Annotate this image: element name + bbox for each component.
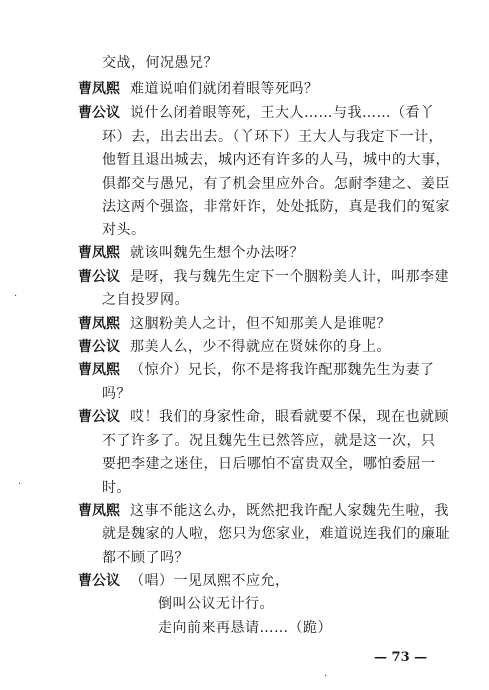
margin-mark: · <box>324 671 328 682</box>
page-number: — 73 — <box>374 650 428 665</box>
speaker-name: 曹凤熙 <box>78 316 120 332</box>
continuation-line: 他暂且退出城去，城内还有许多的人马，城中的大事， <box>102 152 450 168</box>
speaker-name: 曹凤熙 <box>78 81 120 97</box>
dialogue-line: 哎！我们的身家性命，眼看就要不保，现在也就顾 <box>130 409 449 425</box>
dialogue-line: 这事不能这么办，既然把我许配人家魏先生啦，我 <box>130 503 449 519</box>
continuation-line: 时。 <box>102 480 131 496</box>
continuation-line: 法这两个强盗，非常奸诈，处处抵防，真是我们的冤家 <box>102 199 450 215</box>
speaker-name: 曹公议 <box>78 339 120 355</box>
speaker-name: 曹凤熙 <box>78 362 120 378</box>
dialogue-line: 就该叫魏先生想个办法呀？ <box>130 245 304 261</box>
speaker-name: 曹公议 <box>78 269 120 285</box>
speaker-name: 曹公议 <box>78 105 120 121</box>
continuation-line: 倒叫公议无计行。 <box>158 596 274 612</box>
margin-mark: · <box>14 291 18 302</box>
speaker-name: 曹公议 <box>78 409 120 425</box>
dialogue-line: （惊介）兄长，你不是将我许配那魏先生为妻了 <box>130 362 435 378</box>
speaker-name: 曹凤熙 <box>78 245 120 261</box>
dialogue-line: 那美人么，少不得就应在贤妹你的身上。 <box>130 339 391 355</box>
dialogue-line: （唱）一见凤熙不应允， <box>130 573 290 589</box>
continuation-line: 对头。 <box>102 222 146 238</box>
dialogue-line: 难道说咱们就闭着眼等死吗？ <box>130 81 319 97</box>
continuation-line: 都不顾了吗？ <box>102 550 189 566</box>
continuation-line: 不了许多了。况且魏先生已然答应，就是这一次，只 <box>102 433 436 449</box>
dialogue-line: 是呀，我与魏先生定下一个胭粉美人计，叫那李建 <box>130 269 449 285</box>
continuation-line: 俱都交与愚兄，有了机会里应外合。怎耐李建之、姜臣 <box>102 176 450 192</box>
continuation-line: 交战，何况愚兄？ <box>102 55 218 71</box>
continuation-line: 之自投罗网。 <box>102 292 189 308</box>
continuation-line: 就是魏家的人啦，您只为您家业，难道说连我们的廉耻 <box>102 526 450 542</box>
speaker-name: 曹凤熙 <box>78 503 120 519</box>
dialogue-line: 这胭粉美人之计，但不知那美人是谁呢？ <box>130 316 391 332</box>
continuation-line: 环）去，出去出去。（丫环下）王大人与我定下一计， <box>102 129 443 145</box>
margin-mark: · <box>18 479 22 490</box>
speaker-name: 曹公议 <box>78 573 120 589</box>
continuation-line: 吗？ <box>102 386 131 402</box>
continuation-line: 走向前来再恳请……（跪） <box>158 620 332 636</box>
continuation-line: 要把李建之迷住，日后哪怕不富贵双全，哪怕委屈一 <box>102 456 436 472</box>
dialogue-line: 说什么闭着眼等死，王大人……与我……（看丫 <box>130 105 435 121</box>
